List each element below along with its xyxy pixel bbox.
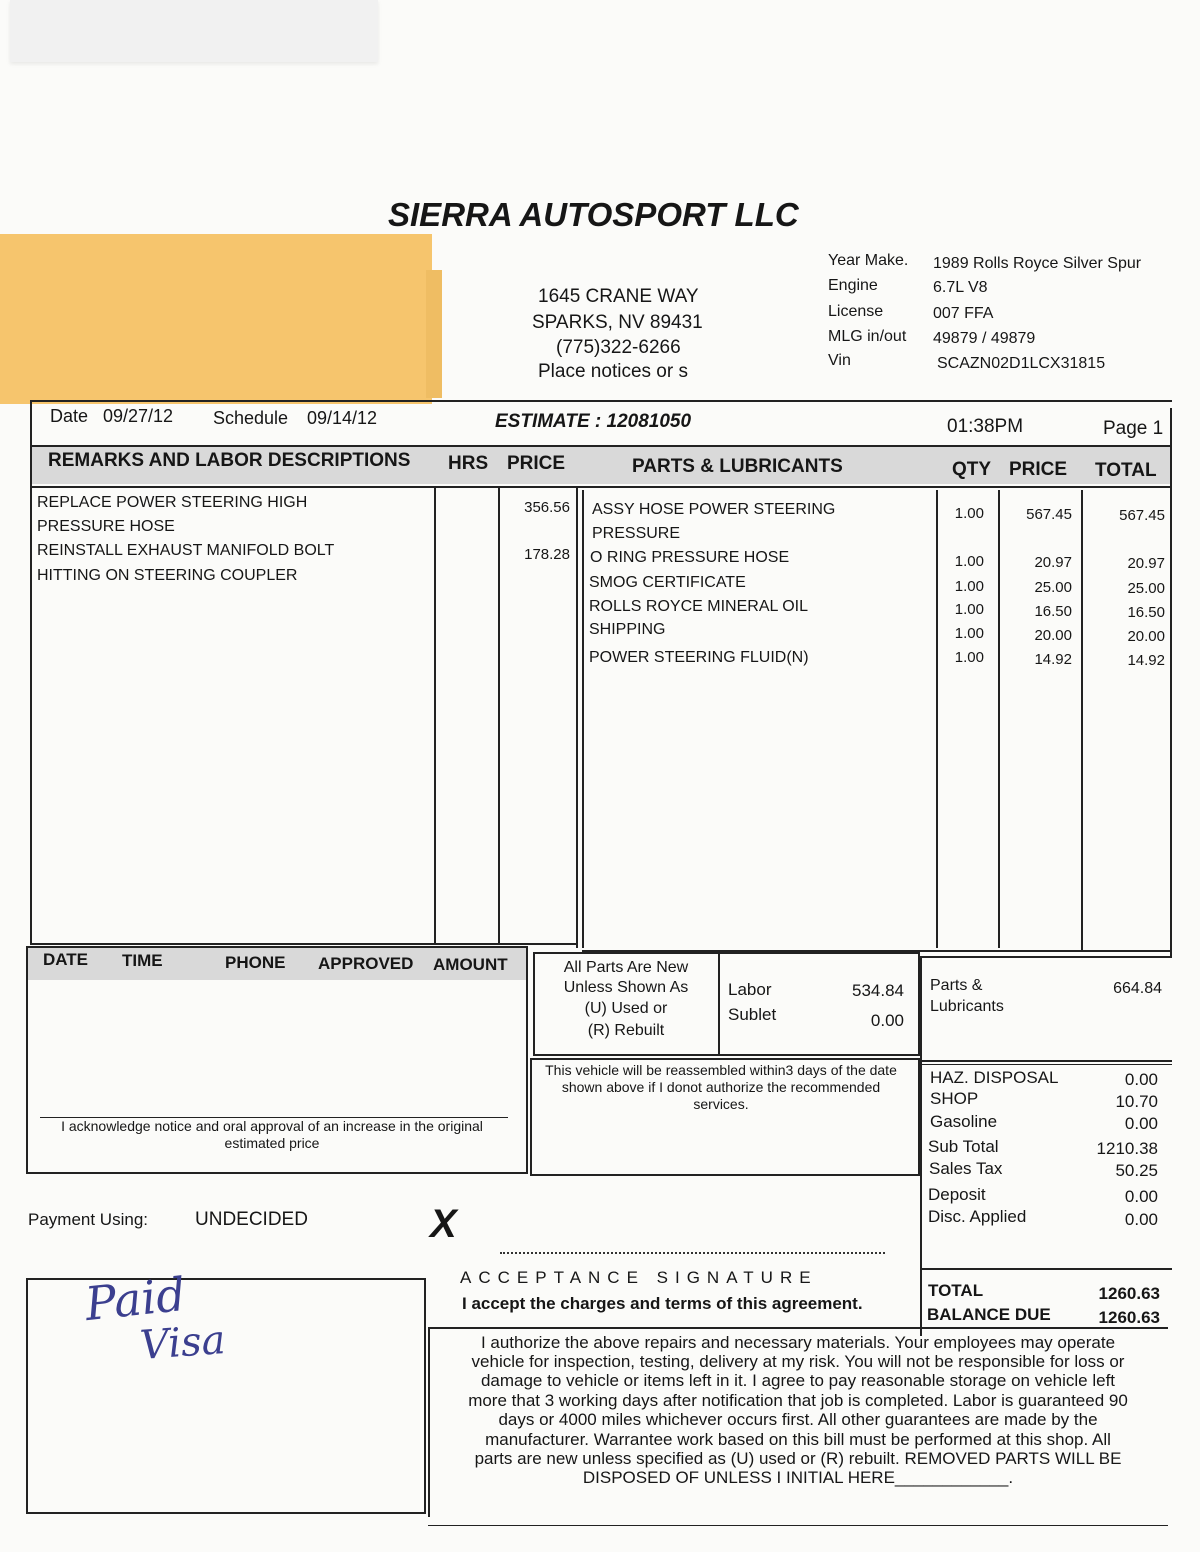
sticky-note-edge: [426, 270, 442, 398]
company-address-line2: SPARKS, NV 89431: [532, 312, 703, 333]
approval-date: DATE: [43, 950, 89, 969]
page-number: Page 1: [1103, 418, 1164, 439]
part-qty: 1.00: [954, 601, 984, 618]
authorization-line: manufacturer. Warrantee work based on this bill must be performed at this shop. All: [485, 1430, 1111, 1449]
vehicle-label-vin: Vin: [828, 352, 851, 369]
estimate-number: ESTIMATE : 12081050: [495, 411, 692, 432]
company-notice: Place notices or s: [538, 361, 688, 382]
part-description: SHIPPING: [589, 621, 666, 638]
vehicle-label-year-make: Year Make.: [828, 252, 909, 269]
summary-line-value: 0.00: [1124, 1210, 1158, 1229]
summary-parts-label: Parts &: [930, 977, 983, 994]
table-top-rule: [30, 400, 1172, 402]
signature-x-mark: X: [430, 1202, 457, 1246]
part-total: 16.50: [1127, 604, 1165, 621]
part-price: 25.00: [1034, 579, 1072, 596]
part-price: 16.50: [1034, 603, 1072, 620]
authorization-line: parts are new unless specified as (U) used or (R) rebuilt. REMOVED PARTS WILL BE: [474, 1449, 1122, 1468]
part-description: O RING PRESSURE HOSE: [590, 549, 790, 566]
part-price: 567.45: [1026, 506, 1072, 523]
vehicle-vin: SCAZN02D1LCX31815: [937, 355, 1106, 372]
authorization-line: days or 4000 miles whichever occurs first. All other guarantees are made by the: [498, 1410, 1098, 1429]
parts-note-divider: [718, 952, 720, 1056]
part-description: SMOG CERTIFICATE: [589, 574, 746, 591]
table-right-rule: [1170, 408, 1172, 958]
auth-top-rule: [428, 1327, 1168, 1329]
approval-amount: AMOUNT: [433, 955, 508, 974]
part-qty: 1.00: [954, 505, 984, 522]
part-qty: 1.00: [954, 625, 984, 642]
vehicle-license: 007 FFA: [933, 305, 994, 322]
company-address-line1: 1645 CRANE WAY: [538, 286, 699, 307]
labor-price: 356.56: [524, 499, 570, 516]
payment-label: Payment Using:: [28, 1210, 148, 1229]
rule-hrs: [434, 488, 436, 943]
signature-line[interactable]: [500, 1252, 885, 1254]
acceptance-signature-title: ACCEPTANCE SIGNATURE: [460, 1268, 818, 1287]
company-phone: (775)322-6266: [556, 337, 681, 358]
labor-total-label: Labor: [728, 980, 772, 999]
authorization-line: I authorize the above repairs and necessary materials. Your employees may operate: [480, 1333, 1116, 1352]
parts-note-line: Unless Shown As: [563, 979, 689, 996]
part-qty: 1.00: [954, 649, 984, 666]
authorization-line: damage to vehicle or items left in it. I agree to pay reasonable storage on vehicle left: [480, 1371, 1116, 1390]
labor-price: 178.28: [524, 546, 570, 563]
sticky-note: [0, 234, 432, 404]
handwritten-paid: Paid: [82, 1266, 189, 1332]
body-top-rule: [30, 486, 1172, 488]
part-description: POWER STEERING FLUID(N): [589, 649, 809, 666]
part-qty: 1.00: [954, 553, 984, 570]
summary-line-value: 50.25: [1115, 1161, 1158, 1180]
parts-note-line: All Parts Are New: [563, 959, 689, 976]
column-hrs: HRS: [448, 453, 489, 474]
column-labor-price: PRICE: [507, 453, 566, 474]
summary-line-value: 0.00: [1124, 1114, 1158, 1133]
part-price: 20.00: [1034, 627, 1072, 644]
summary-line-value: 0.00: [1124, 1187, 1158, 1206]
labor-line: REPLACE POWER STEERING HIGH: [37, 494, 308, 511]
part-total: 20.97: [1127, 555, 1165, 572]
part-total: 567.45: [1119, 507, 1165, 524]
schedule-value: 09/14/12: [307, 408, 378, 428]
summary-left-rule: [920, 956, 922, 1336]
summary-line-label: HAZ. DISPOSAL: [930, 1068, 1059, 1087]
approval-phone: PHONE: [225, 953, 286, 972]
part-description-cont: PRESSURE: [592, 525, 681, 542]
labor-bottom-rule: [30, 943, 578, 945]
summary-parts-rule: [922, 1060, 1172, 1062]
labor-line: REINSTALL EXHAUST MANIFOLD BOLT: [37, 542, 335, 559]
summary-total-rule: [920, 1268, 1172, 1270]
vehicle-label-mileage: MLG in/out: [828, 328, 907, 345]
summary-line-label: Deposit: [928, 1185, 986, 1204]
part-price: 20.97: [1034, 554, 1072, 571]
summary-line-value: 1210.38: [1096, 1139, 1158, 1158]
handwritten-visa: Visa: [138, 1317, 227, 1369]
column-total: TOTAL: [1095, 460, 1157, 481]
summary-line-value: 0.00: [1124, 1070, 1158, 1089]
authorization-line: DISPOSED OF UNLESS I INITIAL HERE____________.: [582, 1468, 1014, 1487]
summary-line-label: SHOP: [930, 1089, 979, 1108]
company-name: SIERRA AUTOSPORT LLC: [388, 196, 799, 233]
summary-balance-value: 1260.63: [1098, 1308, 1160, 1327]
column-parts-price: PRICE: [1009, 459, 1068, 480]
reassembly-note: This vehicle will be reassembled within3 days of the date shown above if I donot authorize the recommended services.: [545, 1062, 897, 1112]
summary-line-label: Sub Total: [928, 1137, 999, 1156]
vehicle-mileage: 49879 / 49879: [933, 330, 1036, 347]
acceptance-text: I accept the charges and terms of this agreement.: [462, 1294, 863, 1313]
column-header-top-rule: [30, 445, 1172, 447]
summary-line-label: Gasoline: [930, 1112, 998, 1131]
rule-labor-end: [576, 488, 578, 948]
column-qty: QTY: [952, 459, 992, 480]
summary-balance-label: BALANCE DUE: [927, 1305, 1051, 1324]
summary-line-label: Sales Tax: [929, 1159, 1003, 1178]
column-parts: PARTS & LUBRICANTS: [632, 456, 843, 477]
part-total: 14.92: [1127, 652, 1165, 669]
parts-note-line: (U) Used or: [584, 1000, 668, 1017]
summary-line-value: 10.70: [1115, 1092, 1158, 1111]
part-description: ROLLS ROYCE MINERAL OIL: [589, 598, 809, 615]
vehicle-label-license: License: [828, 303, 884, 320]
authorization-line: vehicle for inspection, testing, delivery at my risk. You will not be responsible for loss or: [471, 1352, 1125, 1371]
vehicle-label-engine: Engine: [828, 277, 878, 294]
summary-top-rule: [920, 956, 1172, 958]
approval-approved: APPROVED: [318, 954, 414, 973]
labor-line: HITTING ON STEERING COUPLER: [37, 567, 298, 584]
schedule-label: Schedule: [213, 408, 289, 428]
approval-time: TIME: [122, 951, 163, 970]
parts-note-line: (R) Rebuilt: [587, 1022, 665, 1039]
summary-parts-rule-2: [922, 1064, 1172, 1065]
authorization-line: more that 3 working days after notification that job is completed. Labor is guaranteed 90: [468, 1391, 1128, 1410]
acknowledge-text: I acknowledge notice and oral approval of an increase in the original estimated price: [61, 1118, 483, 1151]
summary-parts-value: 664.84: [1113, 980, 1162, 997]
column-remarks: REMARKS AND LABOR DESCRIPTIONS: [48, 450, 411, 471]
sublet-value: 0.00: [870, 1011, 904, 1030]
sublet-label: Sublet: [728, 1005, 777, 1024]
part-price: 14.92: [1034, 651, 1072, 668]
labor-total-value: 534.84: [852, 981, 904, 1000]
summary-total-label: TOTAL: [928, 1281, 984, 1300]
summary-parts-label-2: Lubricants: [930, 998, 1004, 1015]
time-value: 01:38PM: [947, 416, 1024, 437]
auth-left-rule: [428, 1327, 430, 1517]
labor-line: PRESSURE HOSE: [37, 518, 175, 535]
vehicle-engine: 6.7L V8: [933, 279, 988, 296]
part-total: 25.00: [1127, 580, 1165, 597]
auth-bottom-rule: [428, 1525, 1168, 1526]
paper-scrap: [10, 0, 378, 62]
rule-parts-start: [582, 490, 584, 948]
part-description: ASSY HOSE POWER STEERING: [592, 501, 836, 518]
vehicle-year-make: 1989 Rolls Royce Silver Spur: [933, 255, 1142, 272]
date-value: 09/27/12: [103, 406, 174, 426]
summary-line-label: Disc. Applied: [928, 1207, 1027, 1226]
part-total: 20.00: [1127, 628, 1165, 645]
part-qty: 1.00: [954, 578, 984, 595]
payment-value: UNDECIDED: [195, 1209, 308, 1230]
date-label: Date: [50, 406, 89, 426]
summary-total-value: 1260.63: [1098, 1284, 1160, 1303]
